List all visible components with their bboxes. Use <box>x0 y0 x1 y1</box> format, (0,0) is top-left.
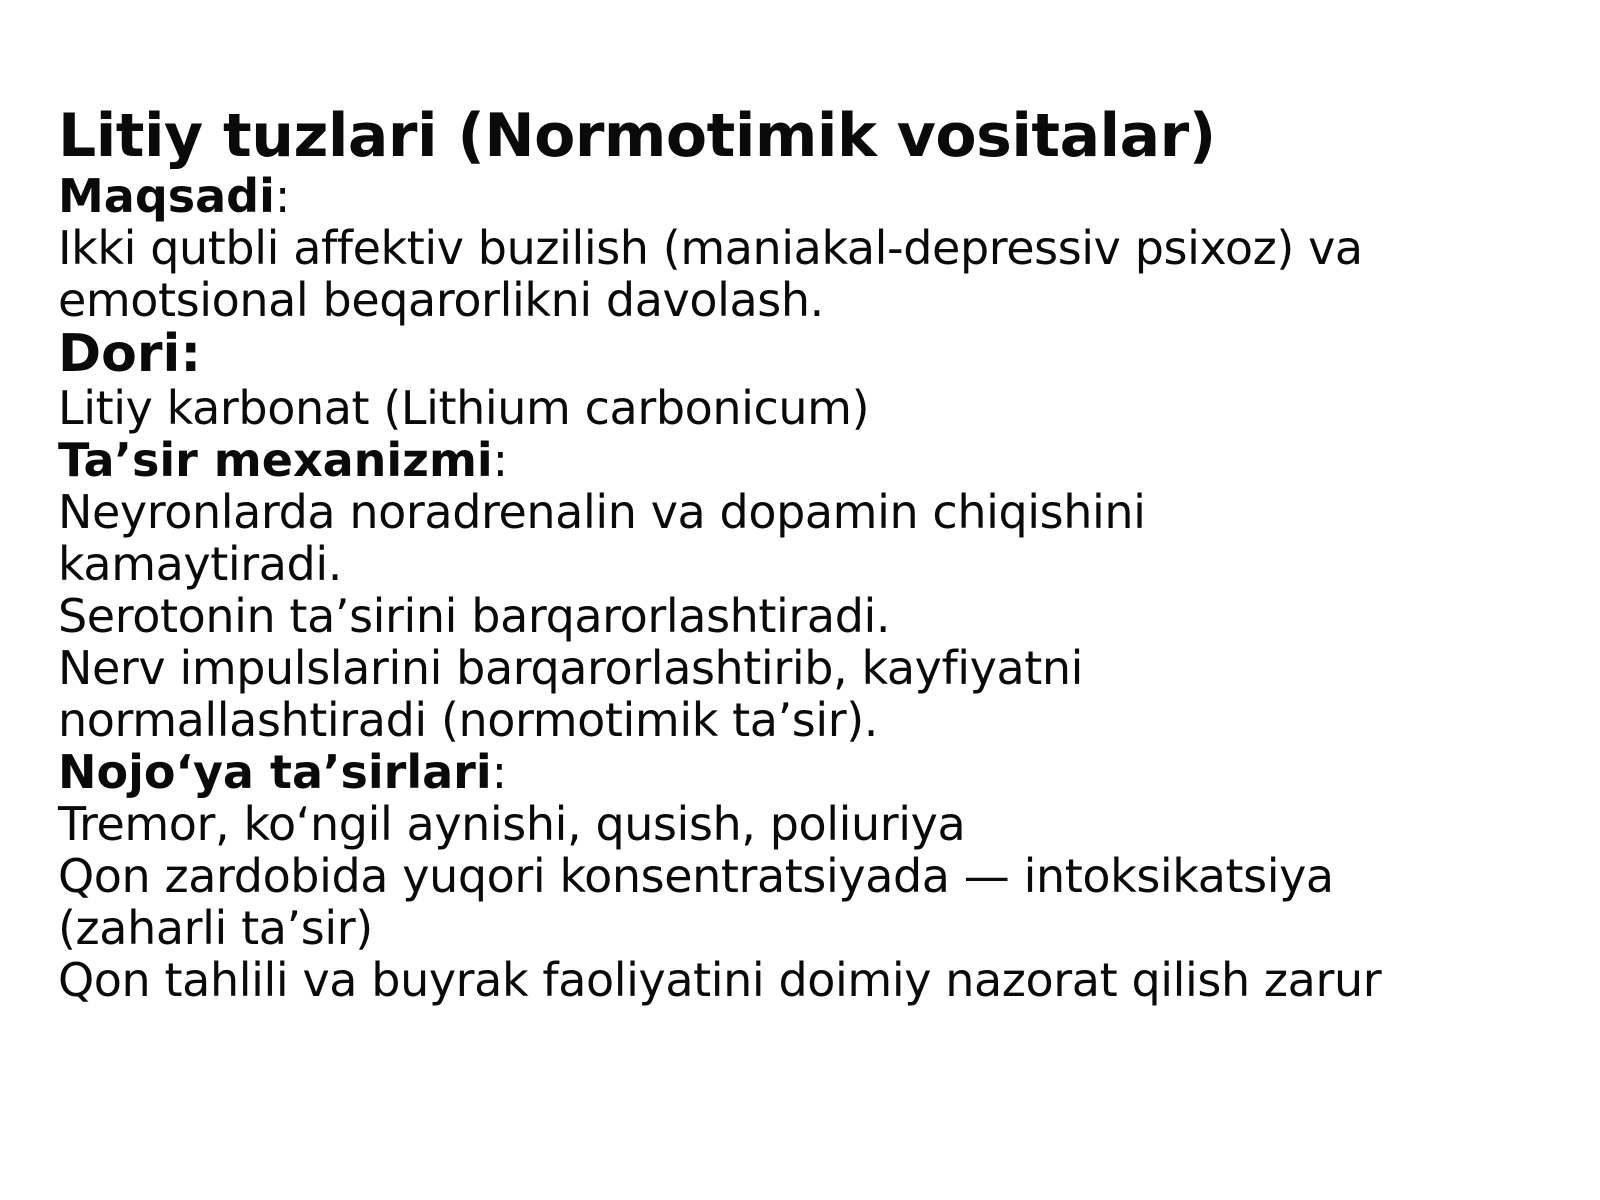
text-line: normallashtiradi (normotimik ta’sir). <box>58 693 879 747</box>
text-line: emotsional beqarorlikni davolash. <box>58 273 824 327</box>
heading-colon: : <box>491 745 508 799</box>
heading-text: Maqsadi <box>58 169 275 223</box>
section-heading-dori: Dori: <box>58 324 202 384</box>
text-line: Serotonin ta’sirini barqarorlashtiradi. <box>58 589 891 643</box>
text-line: Nerv impulslarini barqarorlashtirib, kayfiyatni <box>58 641 1084 695</box>
slide-content <box>58 102 1558 1006</box>
section-heading-maqsadi <box>58 170 1558 222</box>
heading-text: Nojo‘ya ta’sirlari <box>58 745 492 799</box>
text-line: kamaytiradi. <box>58 537 342 591</box>
text-line: Tremor, ko‘ngil aynishi, qusish, poliuriya <box>58 797 966 851</box>
text-line: Neyronlarda noradrenalin va dopamin chiqishini <box>58 485 1146 539</box>
text-line: Qon zardobida yuqori konsentratsiyada — intoksikatsiya <box>58 849 1334 903</box>
text-line: (zaharli ta’sir) <box>58 901 373 955</box>
text-line: Litiy karbonat (Lithium carbonicum) <box>58 381 870 435</box>
text-line: Qon tahlili va buyrak faoliyatini doimiy nazorat qilish zarur <box>58 953 1382 1007</box>
heading-colon: : <box>492 433 509 487</box>
section-heading-nojoya-tasirlari <box>58 746 1558 798</box>
text-line: Ikki qutbli affektiv buzilish (maniakal-depressiv psixoz) va <box>58 221 1363 275</box>
slide-title: Litiy tuzlari (Normotimik vositalar) <box>58 101 1216 171</box>
heading-colon: : <box>274 169 291 223</box>
heading-text: Ta’sir mexanizmi <box>58 433 493 487</box>
section-heading-tasir-mexanizmi <box>58 434 1558 486</box>
